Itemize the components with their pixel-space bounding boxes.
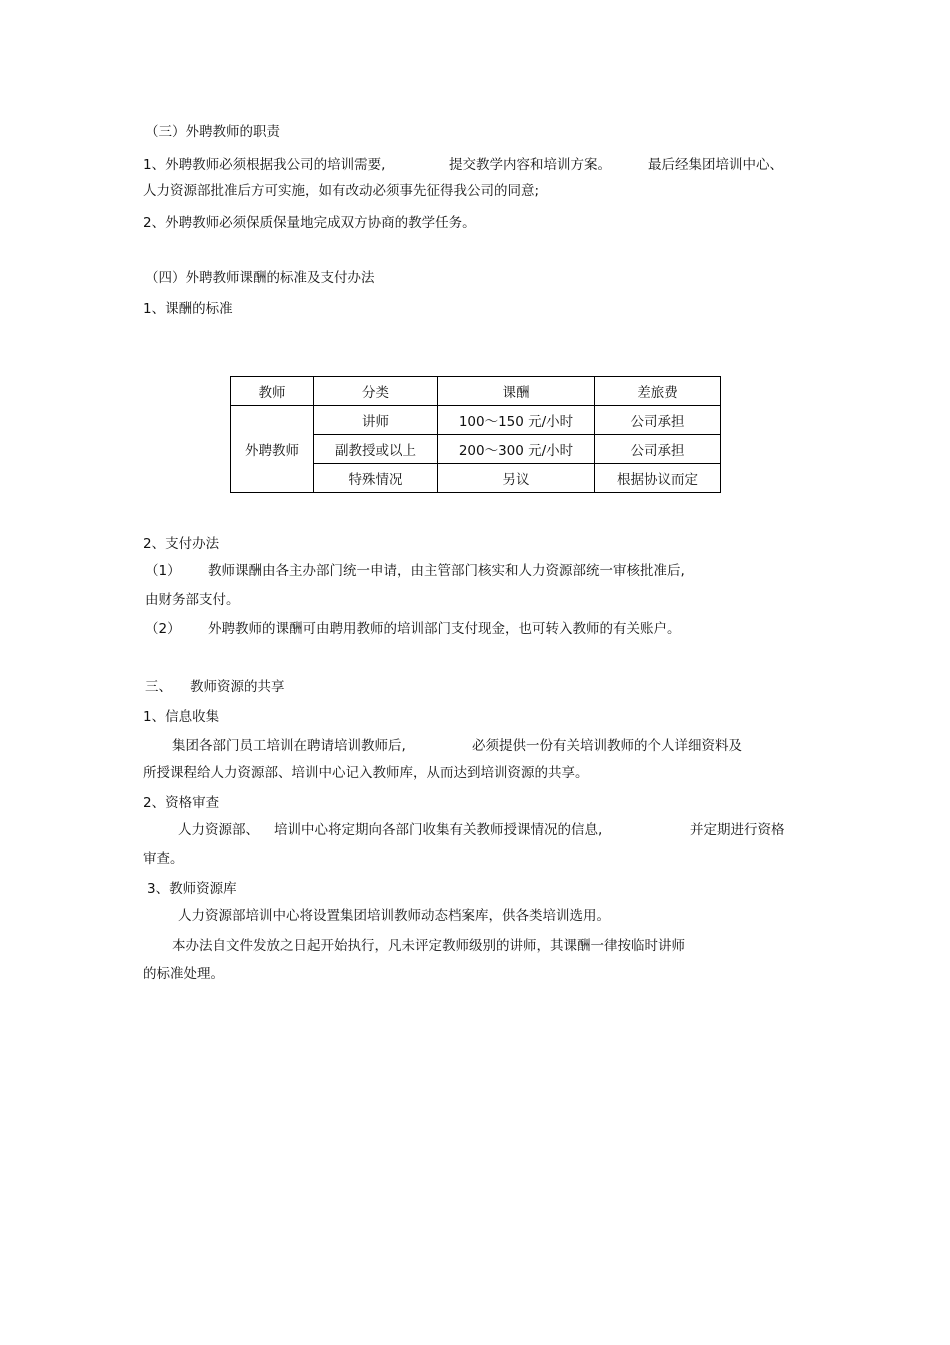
duty-1-part1: 1、外聘教师必须根据我公司的培训需要, [143,157,386,173]
travel-cell: 公司承担 [595,435,721,464]
fee-cell: 另议 [438,464,595,493]
fee-cell: 100～150 元/小时 [438,406,595,435]
info-text-cont: 所授课程给人力资源部、培训中心记入教师库，从而达到培训资源的共享。 [143,765,589,781]
category-cell: 特殊情况 [314,464,438,493]
closing-text: 本办法自文件发放之日起开始执行，凡未评定教师级别的讲师，其课酬一律按临时讲师 [172,938,685,954]
part3-title: 教师资源的共享 [190,679,285,695]
lib-heading: 3、教师资源库 [147,881,237,897]
header-fee: 课酬 [438,377,595,406]
lib-text: 人力资源部培训中心将设置集团培训教师动态档案库，供各类培训选用。 [178,908,610,924]
closing-cont: 的标准处理。 [143,966,224,982]
standard-heading: 1、课酬的标准 [143,301,233,317]
qual-text-cont: 审查。 [143,851,184,867]
header-teacher: 教师 [231,377,314,406]
payment-1-cont: 由财务部支付。 [145,592,240,608]
qual-text-part2: 培训中心将定期向各部门收集有关教师授课情况的信息, [274,822,603,838]
part3-num: 三、 [145,679,172,695]
table-header-row [231,377,721,406]
payment-1-num: （1） [145,563,181,579]
info-heading: 1、信息收集 [143,709,220,725]
table-row [231,406,721,435]
travel-cell: 公司承担 [595,406,721,435]
qual-text-part1: 人力资源部、 [178,822,259,838]
info-text-part2: 必须提供一份有关培训教师的个人详细资料及 [472,738,742,754]
payment-2-text: 外聘教师的课酬可由聘用教师的培训部门支付现金，也可转入教师的有关账户。 [208,621,681,637]
fee-cell: 200～300 元/小时 [438,435,595,464]
duty-2: 2、外聘教师必须保质保量地完成双方协商的教学任务。 [143,215,476,231]
travel-cell: 根据协议而定 [595,464,721,493]
group-cell: 外聘教师 [231,406,314,493]
payment-heading: 2、支付办法 [143,536,220,552]
duty-1-part2: 提交教学内容和培训方案。 [449,157,611,173]
category-cell: 讲师 [314,406,438,435]
header-travel: 差旅费 [595,377,721,406]
header-category: 分类 [314,377,438,406]
info-text-part1: 集团各部门员工培训在聘请培训教师后, [172,738,406,754]
payment-2-num: （2） [145,621,181,637]
duty-1-part3: 最后经集团培训中心、 [648,157,783,173]
section4-heading: （四）外聘教师课酬的标准及支付办法 [145,270,375,286]
duty-1-cont: 人力资源部批准后方可实施，如有改动必须事先征得我公司的同意; [143,183,540,199]
qual-heading: 2、资格审查 [143,795,220,811]
category-cell: 副教授或以上 [314,435,438,464]
section3-heading: （三）外聘教师的职责 [145,124,280,140]
fee-table [230,376,721,493]
payment-1-text: 教师课酬由各主办部门统一申请，由主管部门核实和人力资源部统一审核批准后, [208,563,685,579]
qual-text-part3: 并定期进行资格 [690,822,785,838]
